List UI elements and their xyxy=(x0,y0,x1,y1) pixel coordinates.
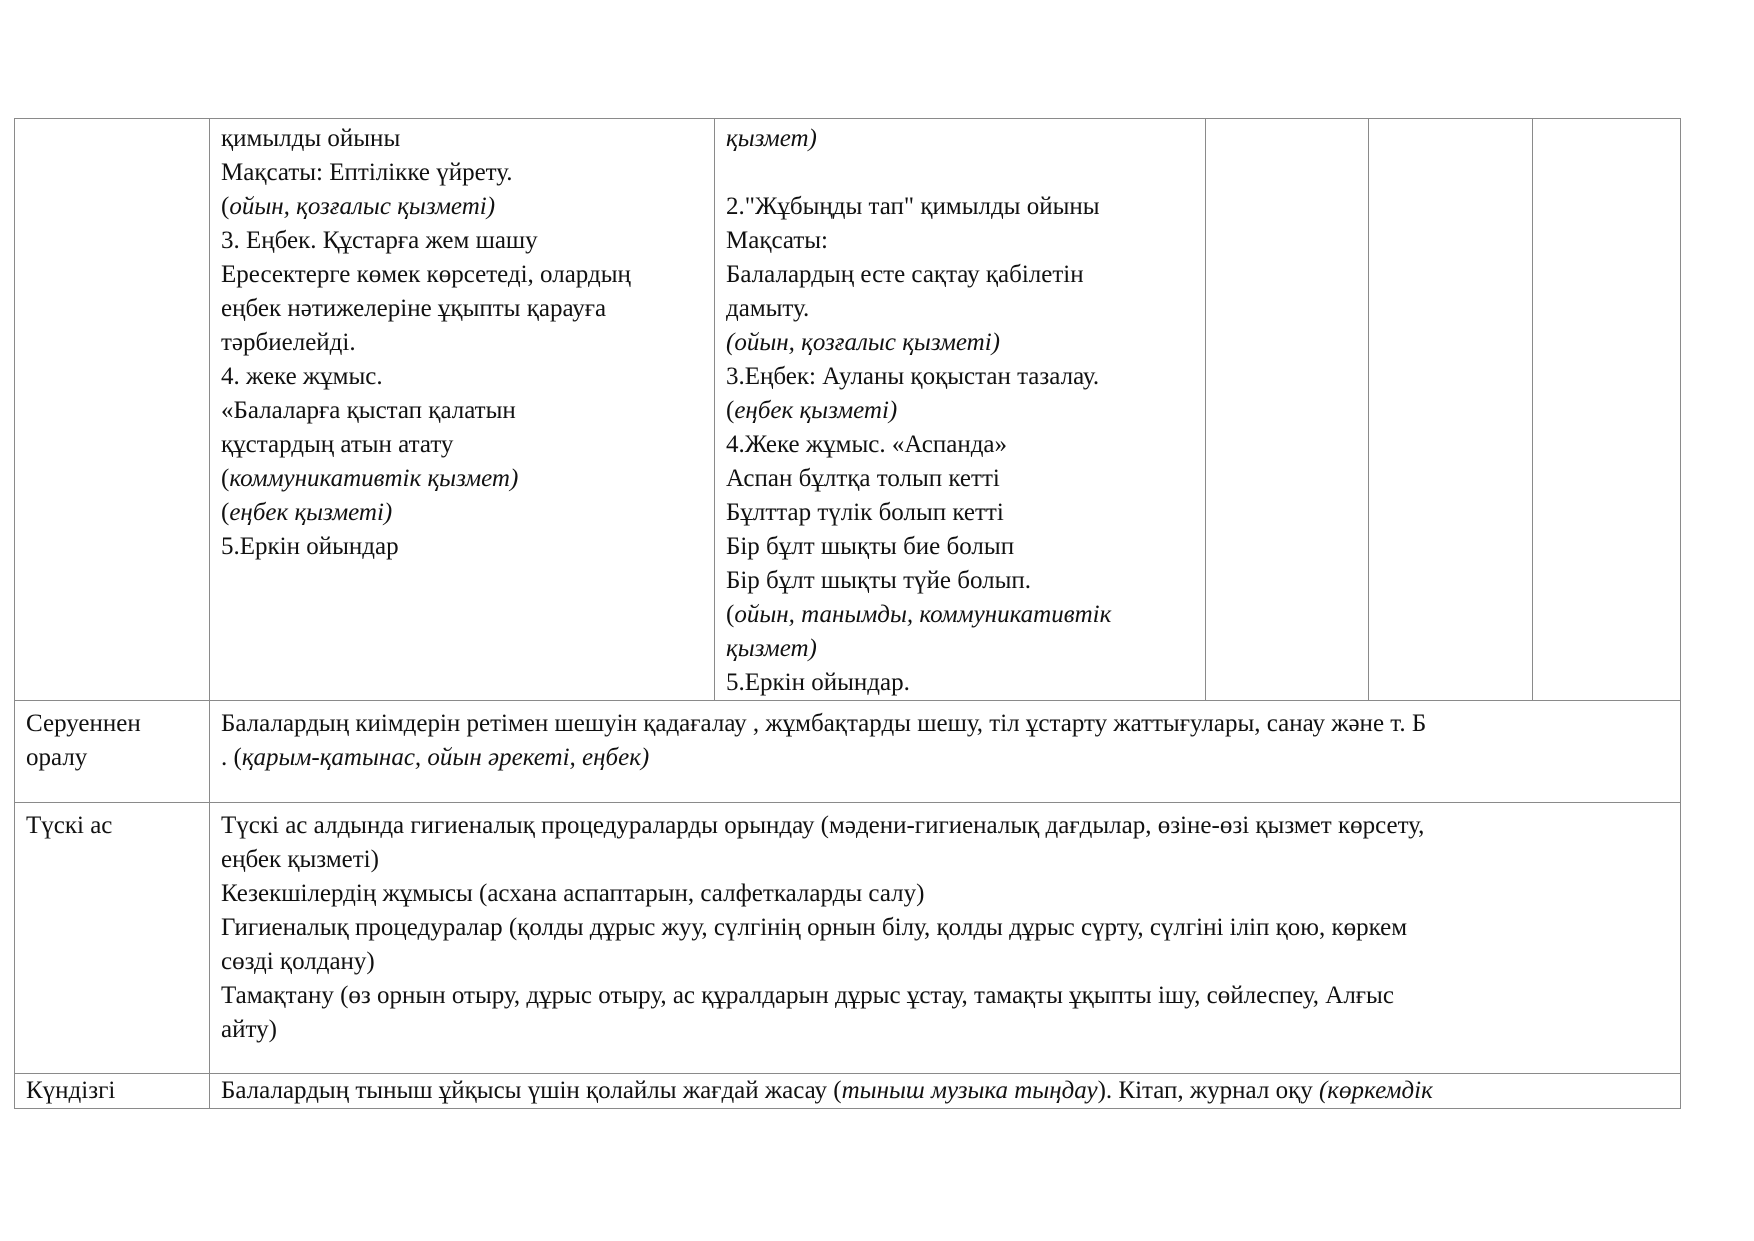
text-line: (ойын, қозғалыс қызметі) xyxy=(726,329,1001,356)
cell-lines xyxy=(221,707,1670,775)
text-line: Аспан бұлтқа толып кетті xyxy=(726,465,1000,492)
text-line: қызмет) xyxy=(726,125,817,152)
italic-run: (көркемдік xyxy=(1318,1077,1433,1104)
row-label-sleep xyxy=(15,1074,210,1109)
text-line: 5.Еркін ойындар xyxy=(221,533,399,560)
text-line xyxy=(221,1013,1670,1047)
text-run: ( xyxy=(221,465,230,492)
cell-lines xyxy=(221,1074,1670,1108)
text-line xyxy=(726,394,1195,428)
table-row-return-from-walk xyxy=(15,701,1681,803)
text-run: Гигиеналық процедуралар (қолды дұрыс жуу, сүлгінің орнын білу, қолды дұрыс сүрту, сүлгіні іліп қою, көркем xyxy=(221,914,1408,941)
text-run: айту) xyxy=(221,1016,277,1043)
table-row-walk-continued xyxy=(15,119,1681,701)
walk-activities-cell-2 xyxy=(715,119,1206,701)
table-row-daytime-sleep xyxy=(15,1074,1681,1109)
text-line: Ересектерге көмек көрсетеді, олардың xyxy=(221,261,631,288)
text-line xyxy=(221,741,1670,775)
italic-run: ойын, танымды, коммуникативтік xyxy=(734,601,1112,628)
text-run: Балалардың тыныш ұйқысы үшін қолайлы жағдай жасау ( xyxy=(221,1077,842,1104)
italic-run: ойын, қозғалыс қызметі) xyxy=(229,193,496,220)
text-run: . ( xyxy=(221,744,242,771)
text-line xyxy=(726,156,1195,190)
text-line: еңбек нәтижелеріне ұқыпты қарауға xyxy=(221,295,607,322)
text-line: қызмет) xyxy=(726,635,817,662)
text-line: 3. Еңбек. Құстарға жем шашу xyxy=(221,227,538,254)
text-line: 3.Еңбек: Ауланы қоқыстан тазалау. xyxy=(726,363,1100,390)
text-line xyxy=(221,190,704,224)
text-run: сөзді қолдану) xyxy=(221,948,375,975)
text-line xyxy=(221,707,1670,741)
text-line: Бір бұлт шықты бие болып xyxy=(726,533,1015,560)
text-line: «Балаларға қыстап қалатын xyxy=(221,397,516,424)
empty-day-cell xyxy=(1369,119,1533,701)
cell-lines xyxy=(221,122,704,564)
row-label-line: оралу xyxy=(26,744,88,771)
text-run: Тамақтану (өз орнын отыру, дұрыс отыру, ас құралдарын дұрыс ұстау, тамақты ұқыпты ішу, сөйлеспеу, Алғыс xyxy=(221,982,1394,1009)
text-run: Балалардың киімдерін ретімен шешуін қадағалау , жұмбақтарды шешу, тіл ұстарту жаттығулары, санау және т. Б xyxy=(221,710,1427,737)
cell-lines xyxy=(726,122,1195,700)
text-line xyxy=(221,843,1670,877)
text-line xyxy=(221,809,1670,843)
text-line: Бір бұлт шықты түйе болып. xyxy=(726,567,1032,594)
italic-run: қарым-қатынас, ойын әрекеті, еңбек) xyxy=(241,744,650,771)
text-line xyxy=(221,877,1670,911)
text-line: тәрбиелейді. xyxy=(221,329,356,356)
empty-day-cell xyxy=(1206,119,1369,701)
text-line: қимылды ойыны xyxy=(221,125,401,152)
row-label-line: Серуеннен xyxy=(26,710,141,737)
text-run: еңбек қызметі) xyxy=(221,846,379,873)
lunch-content-cell xyxy=(210,803,1681,1074)
italic-run: еңбек қызметі) xyxy=(734,397,898,424)
text-line: Бұлттар түлік болып кетті xyxy=(726,499,1004,526)
italic-run: тыныш музыка тыңдау xyxy=(841,1077,1098,1104)
text-line: 5.Еркін ойындар. xyxy=(726,669,910,696)
table-row-lunch xyxy=(15,803,1681,1074)
text-line: 4.Жеке жұмыс. «Аспанда» xyxy=(726,431,1008,458)
text-line: құстардың атын атату xyxy=(221,431,454,458)
row-label-return xyxy=(15,701,210,803)
text-line: дамыту. xyxy=(726,295,810,322)
text-line xyxy=(221,911,1670,945)
return-content-cell xyxy=(210,701,1681,803)
text-line xyxy=(221,1074,1670,1108)
italic-run: коммуникативтік қызмет) xyxy=(229,465,519,492)
text-run: ). Кітап, журнал оқу xyxy=(1097,1077,1319,1104)
row-label-lunch xyxy=(15,803,210,1074)
text-line: Мақсаты: xyxy=(726,227,828,254)
text-line: 2."Жұбыңды тап" қимылды ойыны xyxy=(726,193,1100,220)
text-line xyxy=(221,979,1670,1013)
text-run: ( xyxy=(726,601,735,628)
row-label-line: Түскі ас xyxy=(26,812,113,839)
text-run: ( xyxy=(221,193,230,220)
row-label-cell-empty xyxy=(15,119,210,701)
sleep-content-cell xyxy=(210,1074,1681,1109)
text-run: ( xyxy=(221,499,230,526)
text-run: Кезекшілердің жұмысы (асхана аспаптарын, салфеткаларды салу) xyxy=(221,880,925,907)
text-line xyxy=(221,496,704,530)
text-line: Мақсаты: Ептілікке үйрету. xyxy=(221,159,513,186)
text-run: ( xyxy=(726,397,735,424)
text-line: Балалардың есте сақтау қабілетін xyxy=(726,261,1084,288)
text-line: 4. жеке жұмыс. xyxy=(221,363,383,390)
cell-lines xyxy=(221,809,1670,1047)
text-line xyxy=(221,945,1670,979)
walk-activities-cell-1 xyxy=(210,119,715,701)
daily-plan-table xyxy=(14,118,1681,1109)
text-run: Түскі ас алдында гигиеналық процедураларды орындау (мәдени-гигиеналық дағдылар, өзіне-өзі қызмет көрсету, xyxy=(221,812,1425,839)
text-line xyxy=(221,462,704,496)
italic-run: еңбек қызметі) xyxy=(229,499,393,526)
text-line xyxy=(726,598,1195,632)
row-label-line: Күндізгі xyxy=(26,1077,116,1104)
empty-day-cell xyxy=(1533,119,1681,701)
